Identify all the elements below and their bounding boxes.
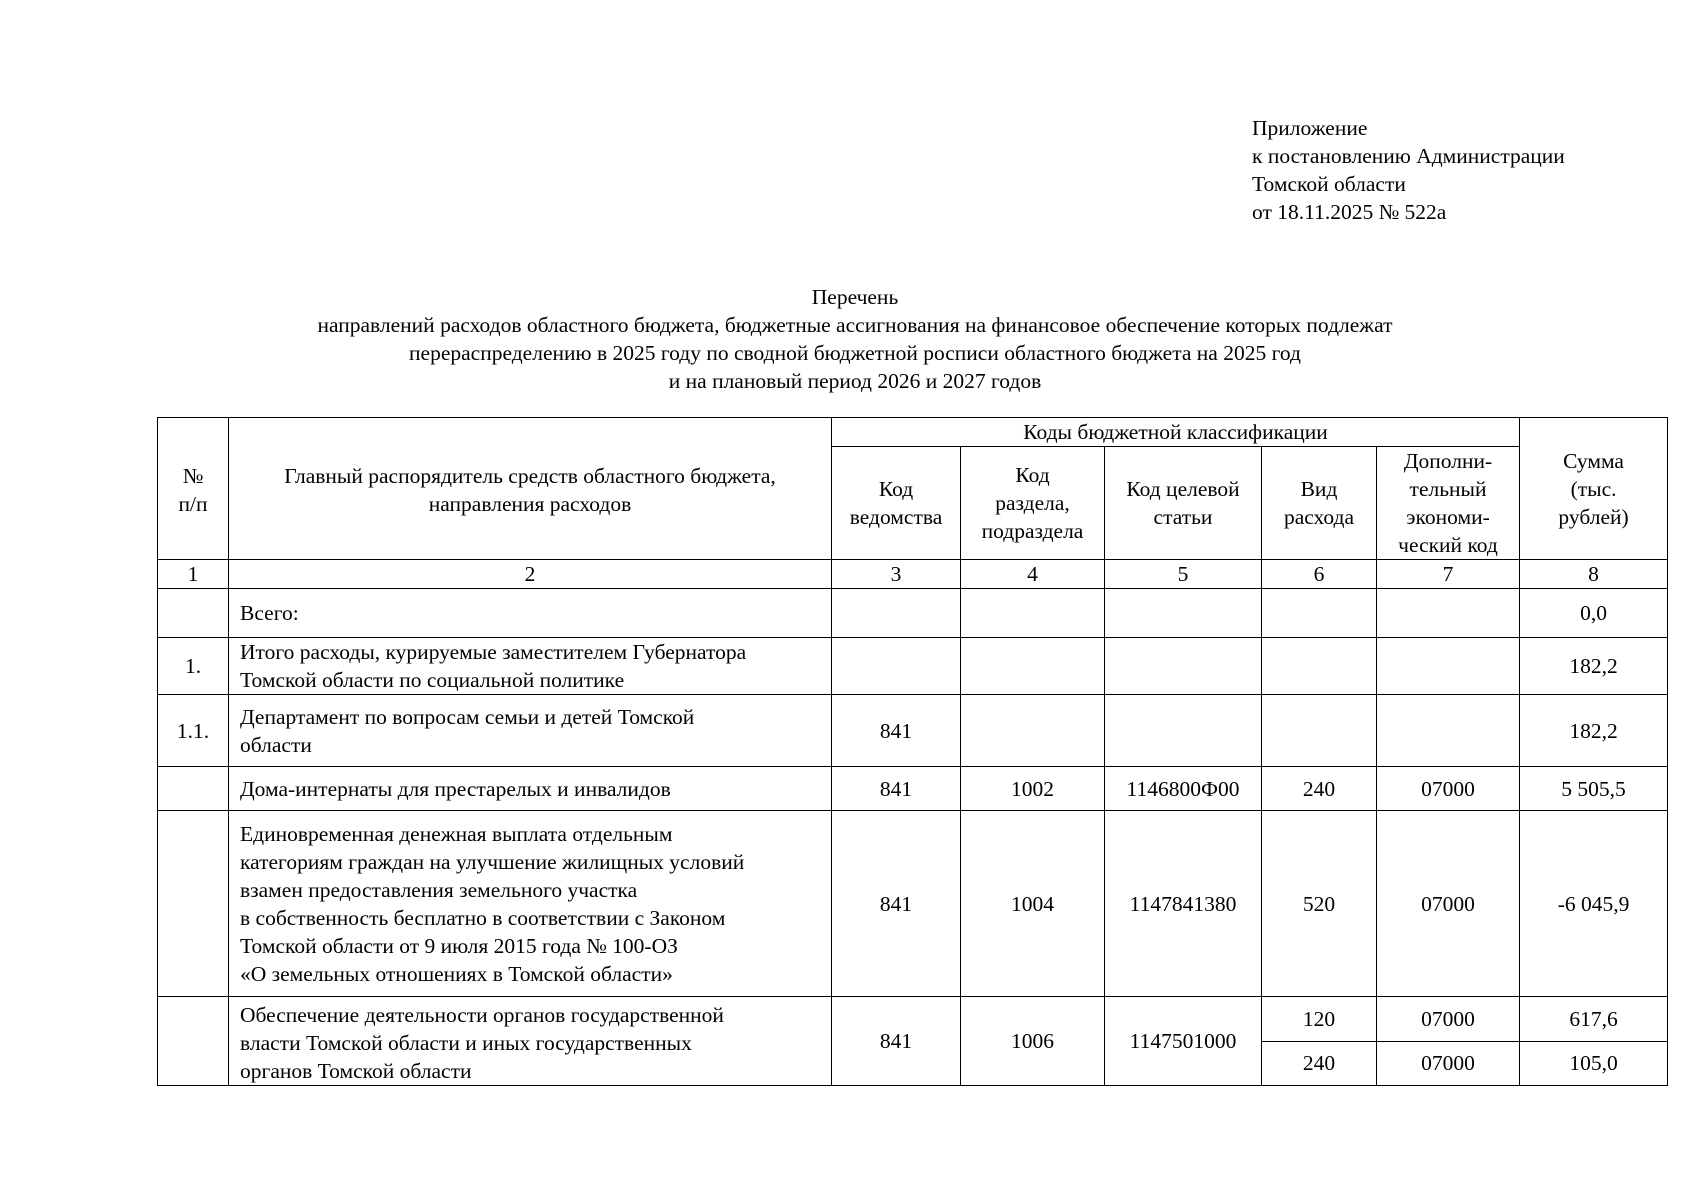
- header-text: Сумма: [1563, 448, 1624, 473]
- row-exptype: 240: [1262, 1041, 1377, 1086]
- table-row: [158, 695, 1668, 767]
- row-name-line: Томской области по социальной политике: [240, 668, 625, 692]
- row-name-line: «О земельных отношениях в Томской области»: [240, 961, 673, 986]
- column-index: 4: [961, 560, 1105, 589]
- row-num: [158, 767, 229, 811]
- table-row-total: [158, 589, 1668, 638]
- row-exptype: 520: [1262, 811, 1377, 997]
- header-section: [961, 447, 1105, 560]
- row-dept: [832, 589, 961, 638]
- approval-block: [1252, 114, 1565, 226]
- row-num: [158, 589, 229, 638]
- row-target: [1105, 695, 1262, 767]
- budget-table: [157, 417, 1668, 1086]
- column-index: 6: [1262, 560, 1377, 589]
- row-section: 1006: [961, 997, 1105, 1086]
- column-index-row: [158, 560, 1668, 589]
- row-econ: 07000: [1377, 997, 1520, 1042]
- row-name-line: власти Томской области и иных государственных: [240, 1031, 692, 1055]
- title-line: Перечень: [811, 285, 899, 309]
- header-text: Главный распорядитель средств областного бюджета,: [284, 464, 776, 488]
- header-codes-group: Коды бюджетной классификации: [832, 418, 1520, 447]
- row-econ: [1377, 638, 1520, 695]
- header-text: подраздела: [981, 519, 1084, 543]
- row-name-line: в собственность бесплатно в соответствии с Законом: [240, 905, 726, 930]
- row-num: 1.: [158, 638, 229, 695]
- row-section: [961, 695, 1105, 767]
- header-exptype: [1262, 447, 1377, 560]
- row-sum: 182,2: [1520, 638, 1668, 695]
- column-index: 8: [1520, 560, 1668, 589]
- row-sum: 5 505,5: [1520, 767, 1668, 811]
- row-section: [961, 589, 1105, 638]
- row-num: 1.1.: [158, 695, 229, 767]
- header-sum: [1520, 418, 1668, 560]
- header-text: Дополни-: [1403, 449, 1493, 473]
- row-dept: 841: [832, 767, 961, 811]
- column-index: 1: [158, 560, 229, 589]
- header-text: статьи: [1153, 505, 1213, 529]
- header-target: [1105, 447, 1262, 560]
- row-name: Дома-интернаты для престарелых и инвалидов: [229, 767, 832, 811]
- row-name-line: взамен предоставления земельного участка: [240, 877, 638, 902]
- row-sum: 617,6: [1520, 997, 1668, 1042]
- title-line: направлений расходов областного бюджета, бюджетные ассигнования на финансовое обеспечение которых подлежат: [317, 313, 1393, 337]
- header-text: ческий код: [1398, 533, 1498, 557]
- row-name-line: Томской области от 9 июля 2015 года № 100-ОЗ: [240, 933, 678, 958]
- header-text: №: [182, 464, 204, 488]
- column-index: 3: [832, 560, 961, 589]
- title-line: перераспределению в 2025 году по сводной бюджетной росписи областного бюджета на 2025 год: [409, 341, 1301, 365]
- row-name: Всего:: [229, 589, 832, 638]
- header-text: экономи-: [1406, 505, 1490, 529]
- column-index: 7: [1377, 560, 1520, 589]
- row-name: [229, 638, 832, 695]
- row-section: 1002: [961, 767, 1105, 811]
- approval-line: Томской области: [1252, 172, 1406, 196]
- document-title: [160, 283, 1550, 395]
- row-name-line: Единовременная денежная выплата отдельным: [240, 821, 673, 846]
- header-text: ведомства: [849, 505, 943, 529]
- row-exptype: [1262, 638, 1377, 695]
- header-text: раздела,: [995, 491, 1070, 515]
- row-num: [158, 811, 229, 997]
- header-econ: [1377, 447, 1520, 560]
- row-name-line: области: [240, 732, 312, 757]
- row-name: [229, 695, 832, 767]
- row-dept: 841: [832, 997, 961, 1086]
- row-econ: 07000: [1377, 811, 1520, 997]
- table-row: [158, 767, 1668, 811]
- row-section: [961, 638, 1105, 695]
- row-name-line: категориям граждан на улучшение жилищных условий: [240, 849, 745, 874]
- row-name: [229, 997, 832, 1086]
- header-dept: [832, 447, 961, 560]
- row-sum: 0,0: [1520, 589, 1668, 638]
- column-index: 2: [229, 560, 832, 589]
- title-line: и на плановый период 2026 и 2027 годов: [668, 369, 1042, 393]
- row-econ: [1377, 589, 1520, 638]
- row-name-line: органов Томской области: [240, 1059, 472, 1083]
- table-row: [158, 638, 1668, 695]
- row-name-line: Итого расходы, курируемые заместителем Губернатора: [240, 640, 747, 664]
- row-target: 1147841380: [1105, 811, 1262, 997]
- row-econ: 07000: [1377, 1041, 1520, 1086]
- row-sum: 105,0: [1520, 1041, 1668, 1086]
- row-target: 1147501000: [1105, 997, 1262, 1086]
- row-exptype: [1262, 695, 1377, 767]
- row-name: [229, 811, 832, 997]
- row-sum: -6 045,9: [1520, 811, 1668, 997]
- header-text: расхода: [1283, 505, 1355, 529]
- approval-line: от 18.11.2025 № 522а: [1252, 200, 1447, 224]
- header-text: Код: [1015, 463, 1050, 487]
- header-text: Вид: [1300, 477, 1338, 501]
- row-sum: 182,2: [1520, 695, 1668, 767]
- header-text: рублей): [1558, 504, 1629, 529]
- approval-line: к постановлению Администрации: [1252, 144, 1565, 168]
- row-target: [1105, 589, 1262, 638]
- header-text: тельный: [1409, 477, 1487, 501]
- header-num: [158, 418, 229, 560]
- header-text: (тыс.: [1570, 476, 1617, 501]
- row-target: [1105, 638, 1262, 695]
- column-index: 5: [1105, 560, 1262, 589]
- row-dept: 841: [832, 811, 961, 997]
- row-econ: [1377, 695, 1520, 767]
- row-econ: 07000: [1377, 767, 1520, 811]
- header-text: Код целевой: [1126, 477, 1240, 501]
- table-row: [158, 997, 1668, 1042]
- header-text: направления расходов: [428, 492, 632, 516]
- approval-line: Приложение: [1252, 116, 1368, 140]
- header-text: Код: [878, 477, 914, 501]
- row-dept: [832, 638, 961, 695]
- row-exptype: 240: [1262, 767, 1377, 811]
- row-dept: 841: [832, 695, 961, 767]
- header-name: [229, 418, 832, 560]
- row-exptype: 120: [1262, 997, 1377, 1042]
- row-exptype: [1262, 589, 1377, 638]
- header-text: п/п: [178, 492, 208, 516]
- row-num: [158, 997, 229, 1086]
- header-row: [158, 418, 1668, 447]
- table-row: [158, 811, 1668, 997]
- row-name-line: Обеспечение деятельности органов государственной: [240, 1003, 724, 1027]
- row-name-line: Департамент по вопросам семьи и детей Томской: [240, 704, 695, 729]
- row-section: 1004: [961, 811, 1105, 997]
- row-target: 1146800Ф00: [1105, 767, 1262, 811]
